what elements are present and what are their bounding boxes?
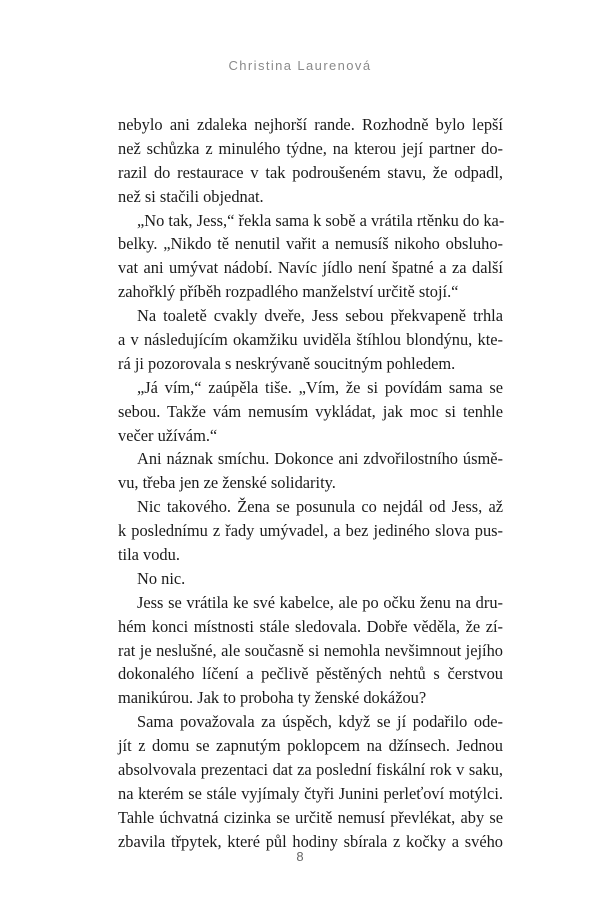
text-line: rat je neslušné, ale současně si nemohla nevšimnout jejího bbox=[118, 640, 503, 660]
text-line: belky. „Nikdo tě nenutil vařit a nemusíš nikoho obsluho- bbox=[118, 234, 503, 254]
paragraph bbox=[118, 447, 503, 495]
running-head-author: Christina Laurenová bbox=[228, 58, 372, 73]
text-line: vu, třeba jen ze ženské solidarity. bbox=[118, 473, 336, 493]
text-line: než schůzka z minulého týdne, na kterou její partner do- bbox=[118, 138, 503, 158]
text-line: k poslednímu z řady umývadel, a bez jediného slova pus- bbox=[118, 521, 503, 541]
paragraph bbox=[118, 710, 503, 853]
text-line: tila vodu. bbox=[118, 545, 180, 565]
text-line: Nic takového. Žena se posunula co nejdál od Jess, až bbox=[137, 497, 503, 517]
paragraph bbox=[118, 567, 503, 591]
page-number: 8 bbox=[296, 849, 304, 864]
text-line: „No tak, Jess,“ řekla sama k sobě a vrátila rtěnku do ka- bbox=[137, 210, 505, 230]
paragraph bbox=[118, 495, 503, 567]
text-line: dokonalého líčení a pečlivě pěstěných nehtů s čerstvou bbox=[118, 664, 503, 684]
text-line: absolvovala prezentaci dat za poslední fiskální rok v saku, bbox=[118, 760, 503, 780]
text-line: Ani náznak smíchu. Dokonce ani zdvořilostního úsmě- bbox=[137, 449, 503, 469]
text-line: jít z domu se zapnutým poklopcem na džínsech. Jednou bbox=[118, 736, 503, 756]
paragraph bbox=[118, 591, 503, 710]
text-line: hém konci místnosti stále sledovala. Dobře věděla, že zí- bbox=[118, 616, 503, 636]
paragraph bbox=[118, 304, 503, 376]
text-line: Jess se vrátila ke své kabelce, ale po očku ženu na dru- bbox=[137, 592, 503, 612]
paragraph bbox=[118, 209, 503, 305]
text-line: zbavila třpytek, které půl hodiny sbírala z kočky a svého bbox=[118, 831, 503, 851]
text-line: na kterém se stále vyjímaly čtyři Junini perleťoví motýlci. bbox=[118, 783, 503, 803]
text-line: rá ji pozorovala s neskrývaně soucitným pohledem. bbox=[118, 353, 456, 373]
text-line: vat ani umývat nádobí. Navíc jídlo není špatné a za další bbox=[118, 258, 503, 278]
text-line: „Já vím,“ zaúpěla tiše. „Vím, že si povídám sama se bbox=[137, 377, 503, 397]
text-line: zahořklý příběh rozpadlého manželství určitě stojí.“ bbox=[118, 282, 459, 302]
text-line: Na toaletě cvakly dveře, Jess sebou překvapeně trhla bbox=[137, 306, 503, 326]
text-line: manikúrou. Jak to proboha ty ženské dokážou? bbox=[118, 688, 427, 708]
paragraph bbox=[118, 376, 503, 448]
paragraph bbox=[118, 113, 503, 209]
body-text bbox=[118, 113, 503, 854]
text-line: nebylo ani zdaleka nejhorší rande. Rozhodně bylo lepší bbox=[118, 115, 503, 134]
text-line: večer užívám.“ bbox=[118, 425, 218, 445]
text-line: sebou. Takže vám nemusím vykládat, jak moc si tenhle bbox=[118, 401, 503, 421]
text-line: a v následujícím okamžiku uviděla štíhlou blondýnu, kte- bbox=[118, 330, 503, 350]
text-line: Sama považovala za úspěch, když se jí podařilo ode- bbox=[137, 712, 503, 732]
text-line: No nic. bbox=[137, 568, 186, 588]
text-line: Tahle úchvatná cizinka se určitě nemusí převlékat, aby se bbox=[118, 807, 503, 827]
text-line: než si stačili objednat. bbox=[118, 186, 264, 206]
text-line: razil do restaurace v tak podroušeném stavu, že odpadl, bbox=[118, 162, 503, 182]
